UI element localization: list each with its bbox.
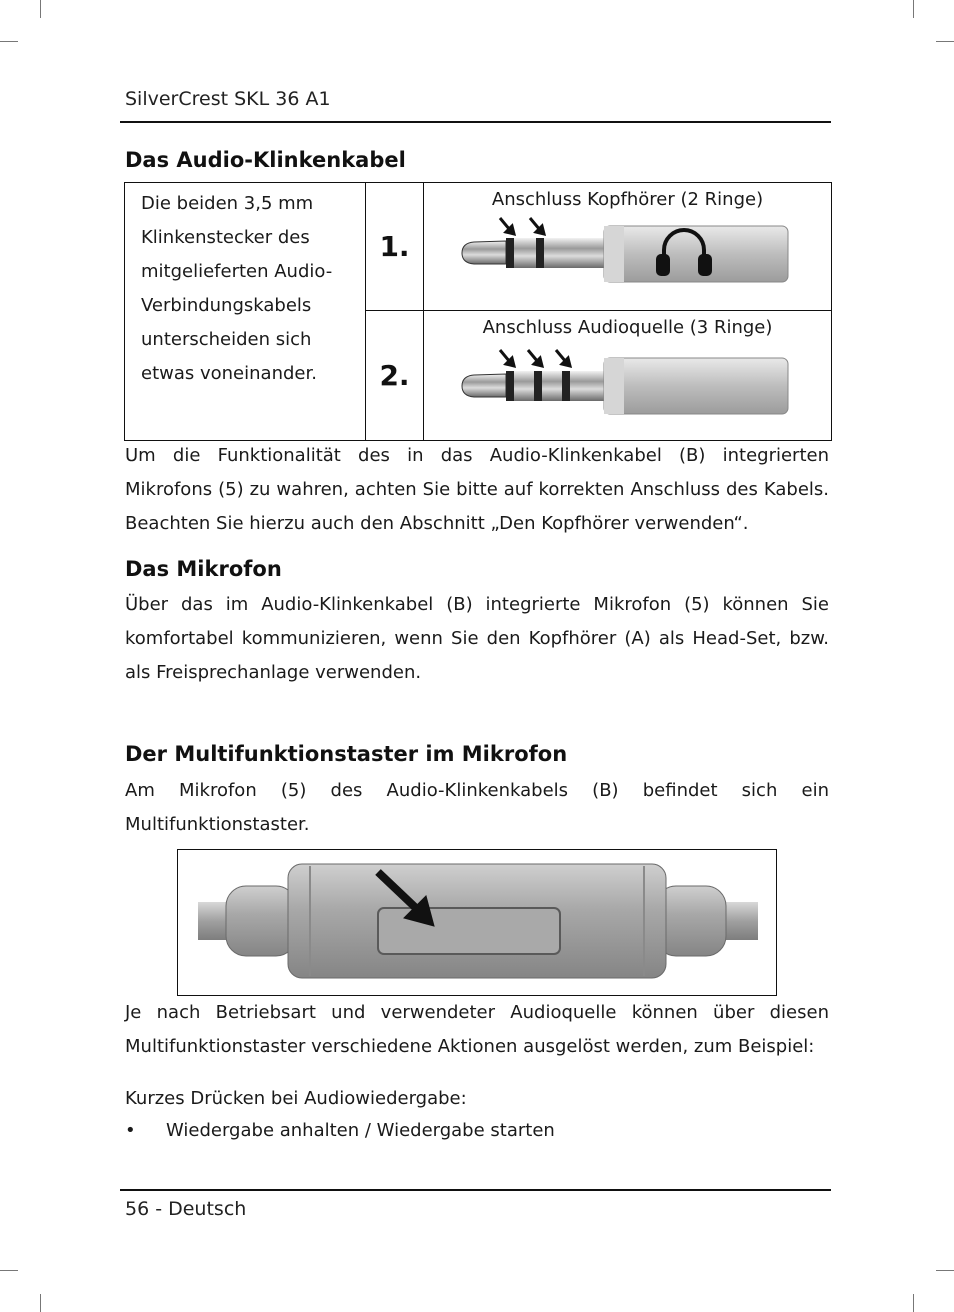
row-number: 2.: [366, 311, 424, 441]
crop-mark: [936, 41, 954, 42]
microphone-image-frame: [177, 849, 777, 996]
crop-mark: [0, 41, 18, 42]
crop-mark: [0, 1270, 18, 1271]
row-number: 1.: [366, 183, 424, 311]
paragraph-microphone: Über das im Audio-Klinkenkabel (B) integrierte Mikrofon (5) können Sie komfortabel kommunizieren, wenn Sie den Kopfhörer (A) als Head-Set, bzw. als Freisprechanlage verwenden.: [125, 594, 829, 683]
list-item-text: Wiedergabe anhalten / Wiedergabe starten: [166, 1120, 555, 1141]
description-line: unterscheiden sich: [141, 329, 312, 350]
crop-mark: [913, 0, 914, 18]
subheading-short-press: Kurzes Drücken bei Audiowiedergabe:: [125, 1088, 467, 1109]
table-description: [125, 183, 365, 391]
table-description-cell: [125, 183, 366, 441]
description-line: Verbindungskabels: [141, 295, 312, 316]
plug-cell-headphone: [424, 183, 832, 311]
plug-cell-audio-source: [424, 311, 832, 441]
description-line: etwas voneinander.: [141, 363, 317, 384]
bullet-point: •: [125, 1120, 136, 1141]
section-heading-microphone: Das Mikrofon: [125, 557, 282, 581]
crop-mark: [913, 1294, 914, 1312]
footer-rule: [120, 1189, 831, 1191]
ring-arrow: [500, 350, 570, 366]
plug-caption: Anschluss Audioquelle (3 Ringe): [482, 317, 773, 338]
description-line: mitgelieferten Audio-: [141, 261, 333, 282]
paragraph-multifunction-actions: Je nach Betriebsart und verwendeter Audioquelle können über diesen Multifunktionstaster verschiedene Aktionen ausgelöst werden, zum Beispiel:: [125, 1002, 829, 1057]
crop-mark: [40, 0, 41, 18]
paragraph-audio-cable: Um die Funktionalität des in das Audio-Klinkenkabel (B) integrierten Mikrofons (5) zu wahren, achten Sie bitte auf korrekten Anschluss des Kabels. Beachten Sie hierzu auch den Abschnitt „Den Kopfhörer verwenden“.: [125, 445, 829, 534]
header-rule: [120, 121, 831, 123]
multifunction-button: [378, 908, 560, 954]
audio-source-plug-image: [456, 344, 796, 426]
plug-comparison-table: [124, 182, 832, 441]
description-line: Die beiden 3,5 mm: [141, 193, 314, 214]
running-header: SilverCrest SKL 36 A1: [125, 88, 331, 110]
page-footer: 56 - Deutsch: [125, 1198, 247, 1220]
crop-mark: [40, 1294, 41, 1312]
ring-arrow: [500, 218, 544, 234]
crop-mark: [936, 1270, 954, 1271]
section-heading-audio-cable: Das Audio-Klinkenkabel: [125, 148, 406, 172]
plug-caption: Anschluss Kopfhörer (2 Ringe): [491, 189, 764, 210]
headphone-plug-image: [456, 216, 796, 294]
paragraph-multifunction-intro: Am Mikrofon (5) des Audio-Klinkenkabels (B) befindet sich ein Multifunktionstaster.: [125, 780, 829, 835]
section-heading-multifunction-button: Der Multifunktionstaster im Mikrofon: [125, 742, 568, 766]
microphone-image: [178, 850, 776, 995]
description-line: Klinkenstecker des: [141, 227, 310, 248]
